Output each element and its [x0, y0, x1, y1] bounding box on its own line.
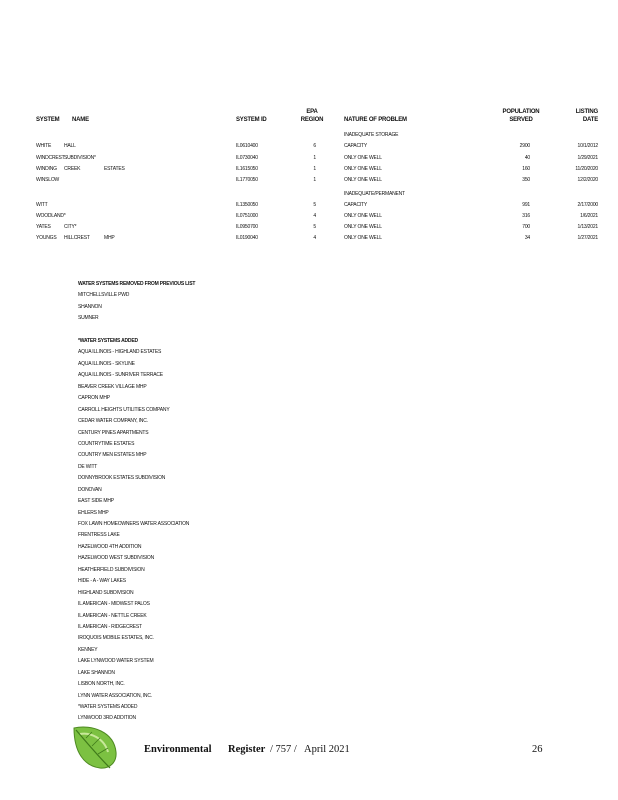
- cell-system-id: IL0610400: [236, 143, 258, 149]
- group-label-text: INADEQUATE/PERMANENT: [344, 191, 405, 197]
- cell-system-id: IL0950700: [236, 224, 258, 230]
- cell-system-id: IL1350050: [236, 202, 258, 208]
- cell-name: CREEK: [64, 166, 81, 172]
- cell-population: 316: [522, 213, 530, 219]
- page-footer: [0, 740, 618, 770]
- cell-problem: ONLY ONE WELL: [344, 235, 382, 241]
- added-list-item: LAKE LYNWOOD WATER SYSTEM: [78, 658, 154, 665]
- cell-problem: ONLY ONE WELL: [344, 166, 382, 172]
- added-list-item: CAPRON MHP: [78, 395, 110, 402]
- cell-population: 350: [522, 177, 530, 183]
- cell-problem: CAPACITY: [344, 202, 368, 208]
- cell-population: 34: [524, 235, 530, 241]
- cell-population: 160: [522, 166, 530, 172]
- table-row: [0, 154, 618, 163]
- table-row: [0, 165, 618, 174]
- cell-problem: ONLY ONE WELL: [344, 224, 382, 230]
- cell-listing-date: 12/2/2020: [577, 177, 598, 183]
- cell-listing-date: 10/1/2012: [577, 143, 598, 149]
- cell-problem: ONLY ONE WELL: [344, 213, 382, 219]
- added-list-item: COUNTRYTIME ESTATES: [78, 440, 135, 447]
- added-list-item: COUNTRY MEN ESTATES MHP: [78, 452, 147, 459]
- cell-name-extra: ESTATES: [104, 166, 125, 172]
- cell-name: SUBDIVISION*: [64, 155, 96, 161]
- added-list-item: BEAVER CREEK VILLAGE MHP: [78, 383, 147, 390]
- added-list-item: LAKE SHANNON: [78, 669, 115, 676]
- cell-epa-region: 5: [313, 224, 316, 230]
- cell-system-id: IL0751000: [236, 213, 258, 219]
- added-list-item: HIGHLAND SUBDIVISION: [78, 589, 134, 596]
- added-items: [78, 347, 378, 724]
- cell-epa-region: 4: [313, 235, 316, 241]
- added-list-item: IROQUOIS MOBILE ESTATES, INC.: [78, 635, 154, 642]
- cell-listing-date: 11/20/2020: [575, 166, 598, 172]
- added-list-item: LYNN WATER ASSOCIATION, INC.: [78, 692, 152, 699]
- table-row: [0, 234, 618, 243]
- cell-problem: CAPACITY: [344, 143, 368, 149]
- cell-epa-region: 1: [313, 155, 316, 161]
- cell-epa-region: 6: [313, 143, 316, 149]
- added-list-title: *WATER SYSTEMS ADDED: [78, 338, 138, 344]
- cell-system: YOUNGS: [36, 235, 57, 241]
- added-list-item: HIDE - A - WAY LAKES: [78, 578, 126, 585]
- cell-name: HALL: [64, 143, 76, 149]
- group-label-inadequate-permanent: [0, 190, 618, 199]
- group-label-text: INADEQUATE STORAGE: [344, 132, 399, 138]
- cell-epa-region: 1: [313, 177, 316, 183]
- added-list-item: FRENTRESS LAKE: [78, 532, 120, 539]
- added-list-item: *WATER SYSTEMS ADDED: [78, 704, 138, 710]
- removed-items: [78, 290, 378, 324]
- cell-system-id: IL0190040: [236, 235, 258, 241]
- header-population-served: POPULATION SERVED: [502, 109, 540, 123]
- cell-system-id: IL1615050: [236, 166, 258, 172]
- added-list-item: LYNWOOD 3RD ADDITION: [78, 715, 136, 722]
- added-list-item: IL AMERICAN - RIDGECREST: [78, 623, 142, 630]
- footer-page-number: 26: [532, 744, 543, 755]
- cell-system: WHITE: [36, 143, 52, 149]
- cell-listing-date: 1/29/2021: [577, 155, 598, 161]
- table-row: [0, 176, 618, 185]
- added-list-item: HEATHERFIELD SUBDIVISION: [78, 566, 145, 573]
- removed-list-item: SHANNON: [78, 303, 102, 310]
- cell-system: WINSLOW: [36, 177, 60, 183]
- header-system-id: SYSTEM ID: [236, 117, 267, 123]
- cell-system-id: IL1770050: [236, 177, 258, 183]
- cell-system: WOODLAND*: [36, 213, 66, 219]
- added-list-item: IL AMERICAN - NETTLE CREEK: [78, 612, 147, 619]
- added-list-item: FOX LAWN HOMEOWNERS WATER ASSOCIATION: [78, 521, 190, 527]
- cell-listing-date: 1/27/2021: [577, 235, 598, 241]
- cell-listing-date: 1/13/2021: [577, 224, 598, 230]
- cell-name: CITY*: [64, 224, 77, 230]
- removed-list-item: SUMNER: [78, 315, 99, 322]
- footer-register: Register: [228, 744, 266, 755]
- added-list-item: HAZELWOOD WEST SUBDIVISION: [78, 555, 155, 562]
- cell-epa-region: 1: [313, 166, 316, 172]
- added-list-item: IL AMERICAN - MIDWEST PALOS: [78, 601, 150, 608]
- cell-problem: ONLY ONE WELL: [344, 177, 382, 183]
- cell-problem: ONLY ONE WELL: [344, 155, 382, 161]
- cell-listing-date: 2/17/2000: [577, 202, 598, 208]
- added-list-item: EHLERS MHP: [78, 509, 109, 516]
- added-list-item: AQUA ILLINOIS - SKYLINE: [78, 360, 135, 367]
- added-list-item: LISBON NORTH, INC.: [78, 681, 125, 688]
- cell-system: WINDING: [36, 166, 57, 172]
- header-epa-region: EPA REGION: [300, 109, 324, 123]
- header-nature-of-problem: NATURE OF PROBLEM: [344, 117, 407, 123]
- header-listing-date: LISTING DATE: [575, 109, 598, 123]
- table-row: [0, 201, 618, 210]
- added-list-item: KENNEY: [78, 646, 98, 653]
- added-systems-list: [78, 336, 378, 725]
- removed-systems-list: [78, 279, 378, 325]
- footer-publication: Environmental: [144, 744, 212, 755]
- cell-epa-region: 5: [313, 202, 316, 208]
- added-list-item: AQUA ILLINOIS - HIGHLAND ESTATES: [78, 349, 162, 356]
- table-row: [0, 212, 618, 221]
- cell-listing-date: 1/6/2021: [580, 213, 598, 219]
- removed-list-item: MITCHELLSVILLE PWD: [78, 292, 130, 299]
- header-system: SYSTEM: [36, 117, 60, 123]
- cell-system: WINDCREST: [36, 155, 65, 161]
- group-label-inadequate-storage: [0, 131, 618, 140]
- added-list-item: CARROLL HEIGHTS UTILITIES COMPANY: [78, 406, 170, 413]
- added-list-item: CENTURY PINES APARTMENTS: [78, 429, 149, 436]
- footer-issue: / 757 /: [270, 744, 297, 755]
- added-list-item: HAZELWOOD 4TH ADDITION: [78, 543, 142, 550]
- cell-population: 2900: [519, 143, 530, 149]
- added-list-item: CEDAR WATER COMPANY, INC.: [78, 418, 148, 425]
- added-list-item: AQUA ILLINOIS - SUNRIVER TERRACE: [78, 372, 163, 379]
- header-name: NAME: [72, 117, 89, 123]
- cell-population: 700: [522, 224, 530, 230]
- cell-population: 991: [522, 202, 530, 208]
- cell-name: HILLCREST: [64, 235, 90, 241]
- table-row: [0, 223, 618, 232]
- cell-system-id: IL0730040: [236, 155, 258, 161]
- table-row: [0, 142, 618, 151]
- added-list-item: EAST SIDE MHP: [78, 498, 114, 505]
- cell-name-extra: MHP: [104, 235, 115, 241]
- removed-list-title: WATER SYSTEMS REMOVED FROM PREVIOUS LIST: [78, 281, 196, 287]
- cell-system: WITT: [36, 202, 48, 208]
- footer-date: April 2021: [304, 744, 350, 755]
- cell-system: YATES: [36, 224, 51, 230]
- added-list-item: DE WITT: [78, 463, 98, 470]
- cell-epa-region: 4: [313, 213, 316, 219]
- added-list-item: DONOVAN: [78, 486, 102, 493]
- cell-population: 40: [524, 155, 530, 161]
- added-list-item: DONNYBROOK ESTATES SUBDIVISION: [78, 475, 166, 482]
